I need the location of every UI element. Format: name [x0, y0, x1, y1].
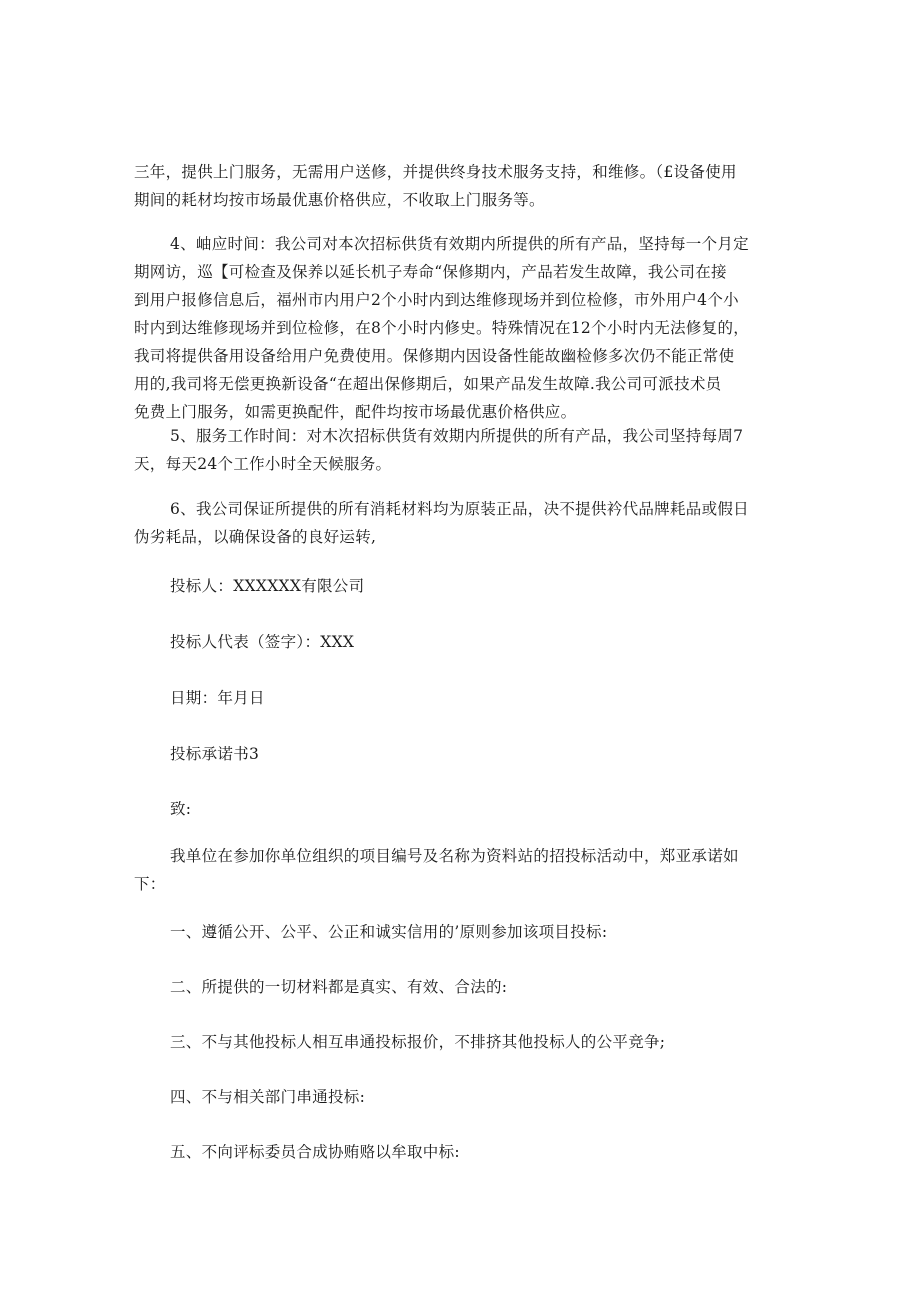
commitment-item: 四、不与相关部门串通投标:: [170, 1088, 366, 1106]
bidder-name: 投标人：XXXXXX有限公司: [170, 577, 365, 595]
salutation: 致:: [170, 800, 192, 818]
text-line: 天，每天24个工作小时全天候服务。: [134, 455, 392, 473]
text-line: 下：: [134, 875, 166, 893]
signing-date: 日期：年月日: [170, 689, 265, 707]
paragraph-service-continuation: [134, 158, 788, 214]
text-line: 4、岫应时间：我公司对本次招标供货有效期内所提供的所有产品，坚持每一个月定: [170, 235, 749, 253]
text-line: 伪劣耗品，以确保设备的良好运转,: [134, 528, 377, 546]
text-line: 6、我公司保证所提供的所有消耗材料均为原装正品，决不提供衿代品牌耗品或假日: [170, 500, 749, 518]
paragraph-commitment-intro: [134, 842, 788, 898]
text-line: 5、服务工作时间：对木次招标供货有效期内所提供的所有产品，我公司坚持每周7: [170, 427, 744, 445]
commitment-item: 三、不与其他投标人相互串通投标报价，不排挤其他投标人的公平竞争;: [170, 1033, 666, 1051]
commitment-item: 二、所提供的一切材料都是真实、有效、合法的:: [170, 978, 508, 996]
text-line: 我司将提供备用设备给用户免费使用。保修期内因设备性能故幽检修多次仍不能正常使: [134, 347, 735, 365]
text-line: 免费上门服务，如需更换配件，配件均按市场最优惠价格供应。: [134, 403, 577, 421]
text-line: 时内到达维修现场并到位检修，在8个小时内修史。特殊情况在12个小时内无法修复的，: [134, 319, 750, 337]
paragraph-response-time: [134, 230, 788, 426]
paragraph-consumables: [134, 495, 788, 551]
paragraph-service-hours: [134, 422, 788, 478]
bidder-representative: 投标人代表（签字）：XXX: [170, 633, 355, 651]
text-line: 期间的耗材均按市场最优惠价格供应，不收取上门服务等。: [134, 191, 545, 209]
commitment-item: 一、遵循公开、公平、公正和诚实信用的’原则参加该项目投标:: [170, 923, 608, 941]
section-title: 投标承诺书3: [170, 745, 260, 763]
text-line: 用的,我司将无偿更换新设备“在超出保修期后，如果产品发生故障.我公司可派技术员: [134, 375, 722, 393]
text-line: 三年，提供上门服务，无需用户送修，并提供终身技术服务支持，和维修。（£设备使用: [134, 163, 737, 181]
text-line: 我单位在参加你单位组织的项目编号及名称为资料站的招投标活动中，郑亚承诺如: [170, 847, 739, 865]
commitment-item: 五、不向评标委员合成协贿赂以牟取中标:: [170, 1143, 460, 1161]
text-line: 期网访，巡【可检查及保养以延长机子寿命“保修期内，产品若发生故障，我公司在接: [134, 263, 727, 281]
text-line: 到用户报修信息后，福州市内用户2个小时内到达维修现场并到位检修，市外用户4个小: [134, 291, 739, 309]
